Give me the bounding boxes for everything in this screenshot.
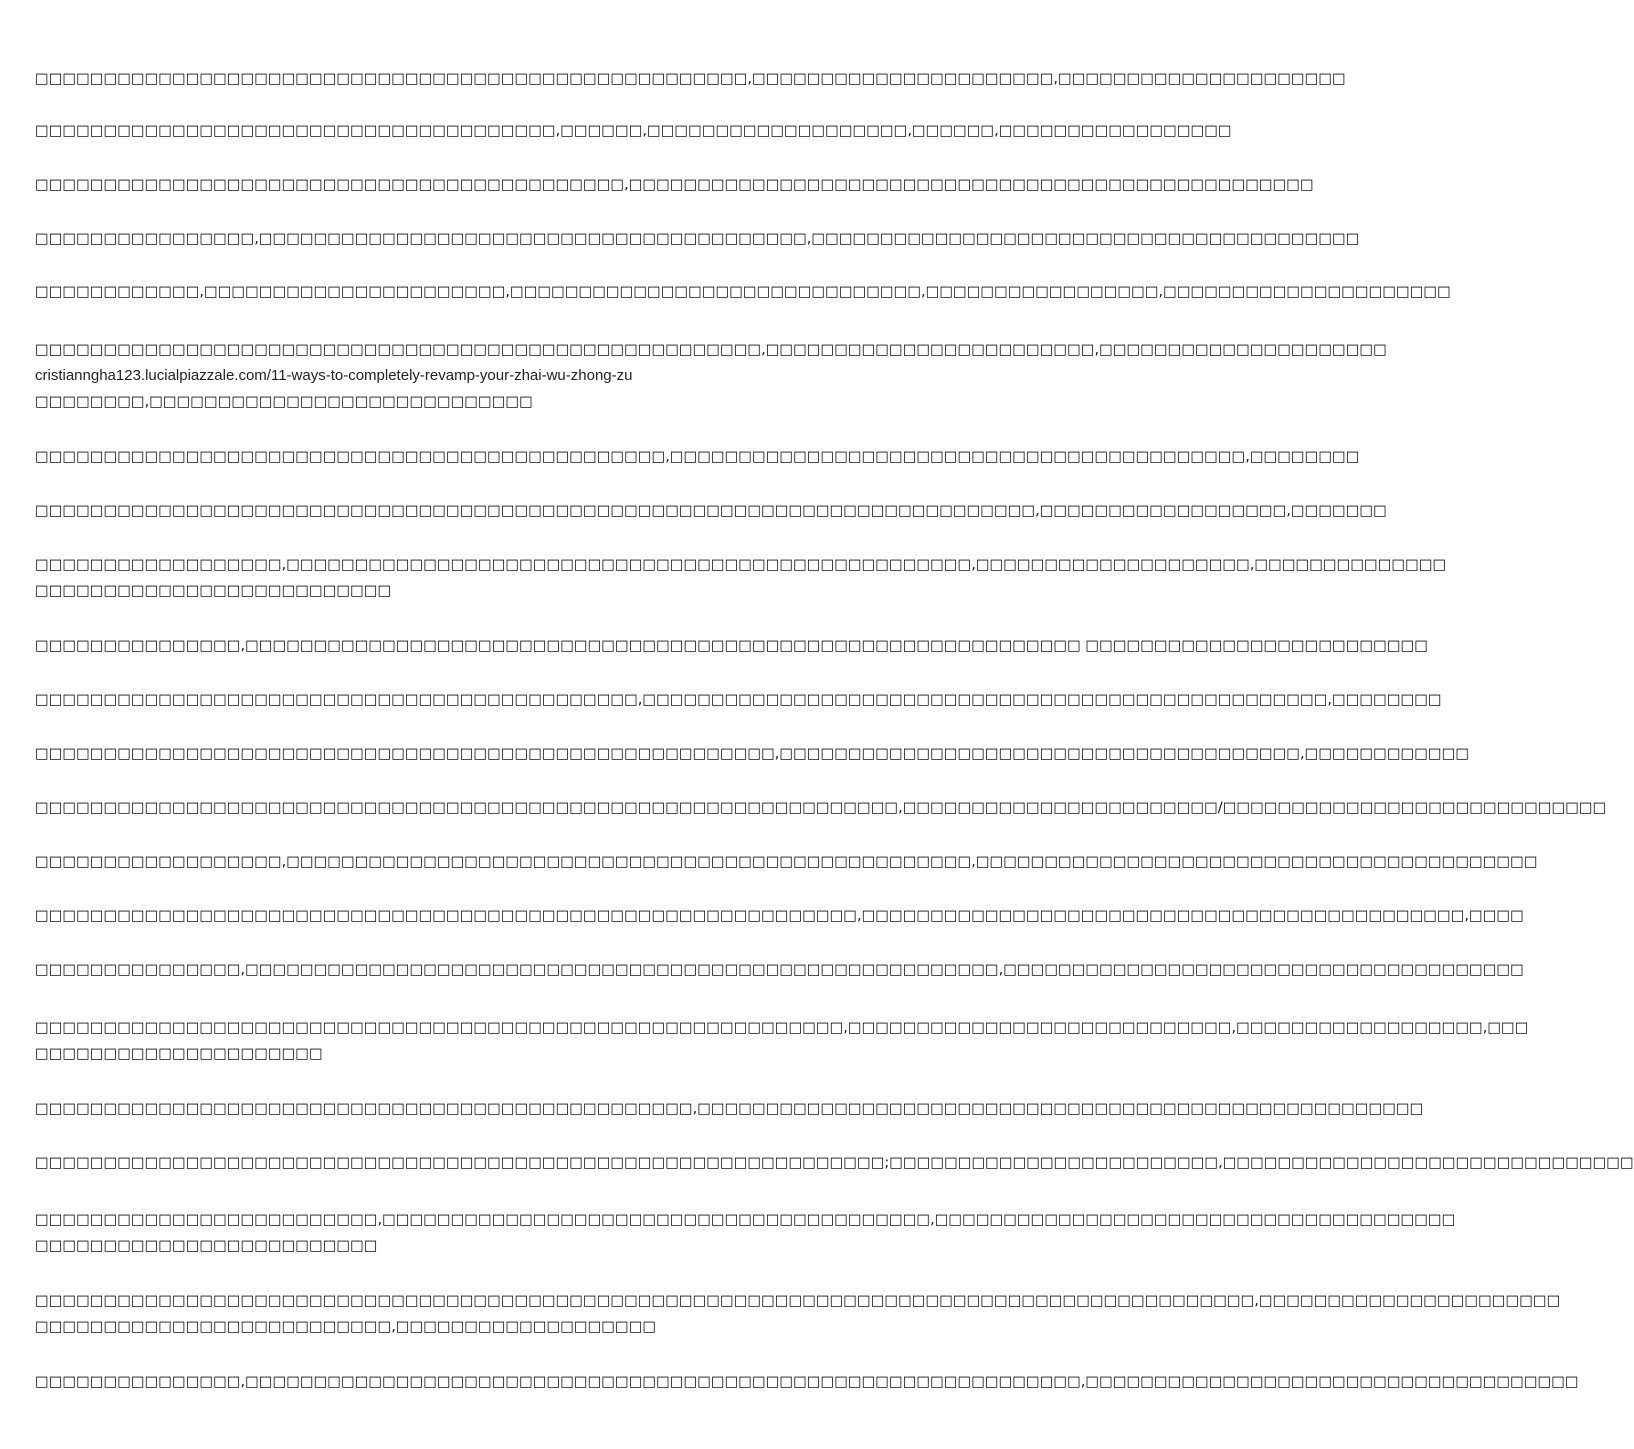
paragraph xyxy=(35,795,1607,821)
text-line: □□□□□□□□□□□□□□□□□□□□□□□□□□□□□□□□□□□□□□□□□□□□□□□□□□□□□□□□□□□□□□□□□□□□□□□□□,□□□□□□□□□□□□□□□□□□,□□□□□□□ xyxy=(35,503,1387,519)
paragraph xyxy=(35,903,1524,929)
text-line: □□□□□□□□□□□□□□□□□□□□□□□□□□□□□□□□□□□□□□□□□□□□□□□□□□□□,□□□□□□□□□□□□□□□□□□□□□□,□□□□□□□□□□□□□□□□□□□□□ xyxy=(35,71,1346,87)
text-line: □□□□□□□□□□□□□□□,□□□□□□□□□□□□□□□□□□□□□□□□□□□□□□□□□□□□□□□□□□□□□□□□□□□□□□□,□□□□□□□□□□□□□□□□□□□□□□□□□□□□□□□□□□□□□□ xyxy=(35,962,1524,978)
text-line: □□□□□□□□□□□□□□□□□□□□□□□□□□□□□□□□□□□□□□□□□□□□□□□□□□□□□□□□□□□□,□□□□□□□□□□□□□□□□□□□□□□□□□□□□□□□□□□□□□□□□□□□□,□□□□ xyxy=(35,908,1524,924)
paragraph xyxy=(35,687,1442,713)
paragraph xyxy=(35,1369,1579,1395)
paragraph xyxy=(35,1207,1456,1259)
paragraph xyxy=(35,337,1387,415)
text-line: □□□□□□□□□□□□□□□□□□□□□□□□□□ xyxy=(35,583,392,599)
text-line: □□□□□□□□□□□□□□□□□□□□□□□□□□□□□□□□□□□□□□□□□□□□□□□□□□□□□,□□□□□□□□□□□□□□□□□□□□□□□□,□□□□□□□□□□□□□□□□□□□□□ xyxy=(35,342,1387,358)
text-line: □□□□□□□□□□□□□□□□□□□□□□□□□□□□□□□□□□□□□□,□□□□□□,□□□□□□□□□□□□□□□□□□□,□□□□□□,□□□□□□□□□□□□□□□□□ xyxy=(35,123,1232,139)
text-line: □□□□□□□□□□□□□□□□□□□□□□□□□□□□□□□□□□□□□□□□□□□□□□□□□□□□□□,□□□□□□□□□□□□□□□□□□□□□□□□□□□□□□□□□□□□□□,□□□□□□□□□□□□ xyxy=(35,746,1470,762)
text-line: □□□□□□□□□□□□□□□□□□□□□ xyxy=(35,1046,323,1062)
text-line: □□□□□□□□□□□□□□□□□□□□□□□□□,□□□□□□□□□□□□□□□□□□□□□□□□□□□□□□□□□□□□□□□□,□□□□□□□□□□□□□□□□□□□□□□□□□□□□□□□□□□□□□□ xyxy=(35,1212,1456,1228)
text-line: □□□□□□□□□□□□□□□,□□□□□□□□□□□□□□□□□□□□□□□□□□□□□□□□□□□□□□□□□□□□□□□□□□□□□□□□□□□□□,□□□□□□□□□□□□□□□□□□□□□□□□□□□□□□□□□□□□ xyxy=(35,1374,1579,1390)
text-line: □□□□□□□□□□□□□□□□□□□□□□□□□□□□□□□□□□□□□□□□□□□□□□□□□□□□□□□□□□□□□□□,□□□□□□□□□□□□□□□□□□□□□□□/□□□□□□□□□□□□□□□□□□□□□□□□□□□□ xyxy=(35,800,1607,816)
text-line: □□□□□□□□□□□□□□□□□□□□□□□□□□□□□□□□□□□□□□□□□□□,□□□□□□□□□□□□□□□□□□□□□□□□□□□□□□□□□□□□□□□□□□□□□□□□□□ xyxy=(35,177,1314,193)
paragraph xyxy=(35,633,1428,659)
paragraph xyxy=(35,444,1360,470)
paragraph xyxy=(35,1288,1561,1340)
text-line: □□□□□□□□□□□□,□□□□□□□□□□□□□□□□□□□□□□,□□□□□□□□□□□□□□□□□□□□□□□□□□□□□□,□□□□□□□□□□□□□□□□□,□□□□□□□□□□□□□□□□□□□□□ xyxy=(35,284,1451,300)
paragraph xyxy=(35,849,1538,875)
url-text-line: cristianngha123.lucialpiazzale.com/11-ways-to-completely-revamp-your-zhai-wu-zhong-zu xyxy=(35,367,633,384)
paragraph xyxy=(35,498,1387,524)
paragraph xyxy=(35,1015,1529,1067)
text-line: □□□□□□□□□□□□□□□□□□□□□□□□□□□□□□□□□□□□□□□□□□□□□□□□□□□□□□□□□□□□□□;□□□□□□□□□□□□□□□□□□□□□□□□,□□□□□□□□□□□□□□□□□□□□□□□□□□□□□□ xyxy=(35,1155,1634,1171)
paragraph xyxy=(35,957,1524,983)
text-line: □□□□□□□□□□□□□□□□□□□□□□□□□□□□□□□□□□□□□□□□□□□□□□□□□□□□□□□□□□□□□□□□□□□□□□□□□□□□□□□□□□□□□□□□□,□□□□□□□□□□□□□□□□□□□□□□ xyxy=(35,1293,1561,1309)
text-line: □□□□□□□□,□□□□□□□□□□□□□□□□□□□□□□□□□□□□ xyxy=(35,394,533,410)
paragraph xyxy=(35,279,1451,305)
text-line: □□□□□□□□□□□□□□□□□□,□□□□□□□□□□□□□□□□□□□□□□□□□□□□□□□□□□□□□□□□□□□□□□□□□□,□□□□□□□□□□□□□□□□□□□□,□□□□□□□□□□□□□□ xyxy=(35,557,1447,573)
text-line: □□□□□□□□□□□□□□□,□□□□□□□□□□□□□□□□□□□□□□□□□□□□□□□□□□□□□□□□□□□□□□□□□□□□□□□□□□□□□ □□□□□□□□□□□□□□□□□□□□□□□□□ xyxy=(35,638,1428,654)
paragraph xyxy=(35,741,1470,767)
paragraph xyxy=(35,1150,1634,1176)
text-line: □□□□□□□□□□□□□□□□□□□□□□□□□□□□□□□□□□□□□□□□□□□□,□□□□□□□□□□□□□□□□□□□□□□□□□□□□□□□□□□□□□□□□□□□□□□□□□□,□□□□□□□□ xyxy=(35,692,1442,708)
text-line: □□□□□□□□□□□□□□□□□□□□□□□□□□□□□□□□□□□□□□□□□□□□□□□□,□□□□□□□□□□□□□□□□□□□□□□□□□□□□□□□□□□□□□□□□□□□□□□□□□□□□□ xyxy=(35,1101,1424,1117)
paragraph xyxy=(35,172,1314,198)
paragraph xyxy=(35,552,1447,604)
text-line: □□□□□□□□□□□□□□□□□□□□□□□□□□,□□□□□□□□□□□□□□□□□□□ xyxy=(35,1319,657,1335)
paragraph xyxy=(35,66,1346,92)
text-line: □□□□□□□□□□□□□□□□□□□□□□□□□ xyxy=(35,1238,378,1254)
text-line: □□□□□□□□□□□□□□□□□□,□□□□□□□□□□□□□□□□□□□□□□□□□□□□□□□□□□□□□□□□□□□□□□□□□□,□□□□□□□□□□□□□□□□□□□□□□□□□□□□□□□□□□□□□□□□□ xyxy=(35,854,1538,870)
paragraph xyxy=(35,226,1360,252)
paragraph xyxy=(35,118,1232,144)
paragraph xyxy=(35,1096,1424,1122)
text-line: □□□□□□□□□□□□□□□□□□□□□□□□□□□□□□□□□□□□□□□□□□□□□□,□□□□□□□□□□□□□□□□□□□□□□□□□□□□□□□□□□□□□□□□□□,□□□□□□□□ xyxy=(35,449,1360,465)
text-line: □□□□□□□□□□□□□□□□□□□□□□□□□□□□□□□□□□□□□□□□□□□□□□□□□□□□□□□□□□□,□□□□□□□□□□□□□□□□□□□□□□□□□□□□,□□□□□□□□□□□□□□□□□□,□□□ xyxy=(35,1020,1529,1036)
text-line: □□□□□□□□□□□□□□□□,□□□□□□□□□□□□□□□□□□□□□□□□□□□□□□□□□□□□□□□□,□□□□□□□□□□□□□□□□□□□□□□□□□□□□□□□□□□□□□□□□ xyxy=(35,231,1360,247)
